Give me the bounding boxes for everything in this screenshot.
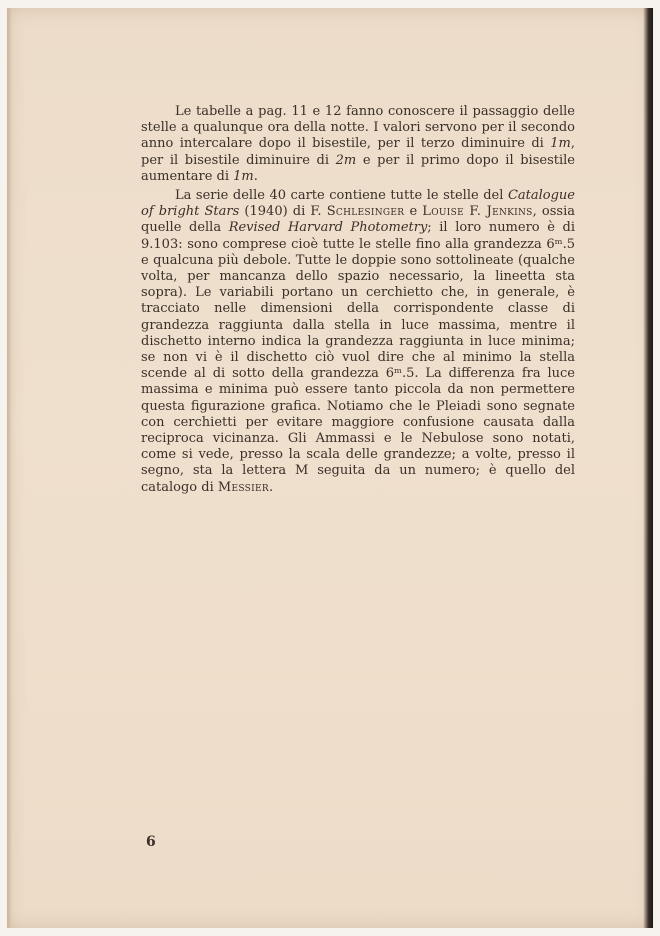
page-number: 6 xyxy=(146,834,156,850)
paragraph-1-text: Le tabelle a pag. 11 e 12 fanno conoscere il passaggio delle stelle a qualunque ora della notte. I valori servono per il secondo anno intercalare dopo il bisestile, per il terzo diminuire di xyxy=(141,104,575,152)
photometry-title: Revised Harvard Photometry xyxy=(228,220,428,236)
page-right-edge-shadow xyxy=(643,8,653,928)
paragraph-2-text-4: , ossia quelle della xyxy=(141,204,576,236)
paragraph-1-text-2: , per il bisestile diminuire di xyxy=(141,136,575,168)
magnitude-value-2: 6ᵐ.5 xyxy=(385,366,415,382)
magnitude-value-1: 6ᵐ.5 xyxy=(546,236,575,252)
minute-unit-3: 1m xyxy=(233,168,254,184)
paragraph-2-text-2: (1940) di F. xyxy=(239,204,327,220)
page-left-edge xyxy=(7,8,12,928)
book-page xyxy=(7,8,653,928)
paragraph-2-text-5: ; il loro numero è di 9.103: sono comprese cioè tutte le stelle fino alla grandezza xyxy=(141,220,575,252)
minute-unit-1: 1m xyxy=(550,136,571,152)
catalogue-title: Catalogue of bright Stars xyxy=(141,188,575,220)
paragraph-2-text-6: e qualcuna più debole. Tutte le doppie sono sottolineate (qualche volta, per mancanza dello spazio necessario, la lineetta sta sopra). Le variabili portano un cerchietto che, in generale, è tracciato nelle dimensioni della corrispondente classe di grandezza raggiunta dalla stella in luce massima, mentre il dischetto interno indica la grandezza raggiunta in luce minima; se non vi è il dischetto ciò vuol dire che al minimo la stella scende al di sotto della grandezza xyxy=(141,252,575,382)
paragraph-star-charts xyxy=(141,188,575,496)
paragraph-passage-times xyxy=(141,104,575,185)
author-schlesinger: Schlesinger xyxy=(326,204,405,220)
messier-name: Messier xyxy=(217,479,269,495)
paragraph-2-text-3: e xyxy=(404,204,423,220)
paragraph-2-text-8: . xyxy=(268,479,274,495)
paragraph-1-text-3: e per il primo dopo il bisestile aumentare di xyxy=(141,152,575,184)
minute-unit-2: 2m xyxy=(335,152,357,168)
paragraph-2-text-1: La serie delle 40 carte contiene tutte le stelle del xyxy=(175,188,508,204)
paragraph-1-text-4: . xyxy=(253,168,258,184)
paragraph-2-text-7: . La differenza fra luce massima e minima può essere tanto piccola da non permettere questa figurazione grafica. Notiamo che le Pleiadi sono segnate con cerchietti per evitare maggiore confusione causata dalla reciproca vicinanza. Gli Ammassi e le Nebulose sono notati, come si vede, presso la scala delle grandezze; a volte, presso il segno, sta la lettera M seguita da un numero; è quello del catalogo di xyxy=(141,366,575,495)
author-jenkins: Louise F. Jenkins xyxy=(422,204,533,220)
body-text xyxy=(141,104,575,496)
